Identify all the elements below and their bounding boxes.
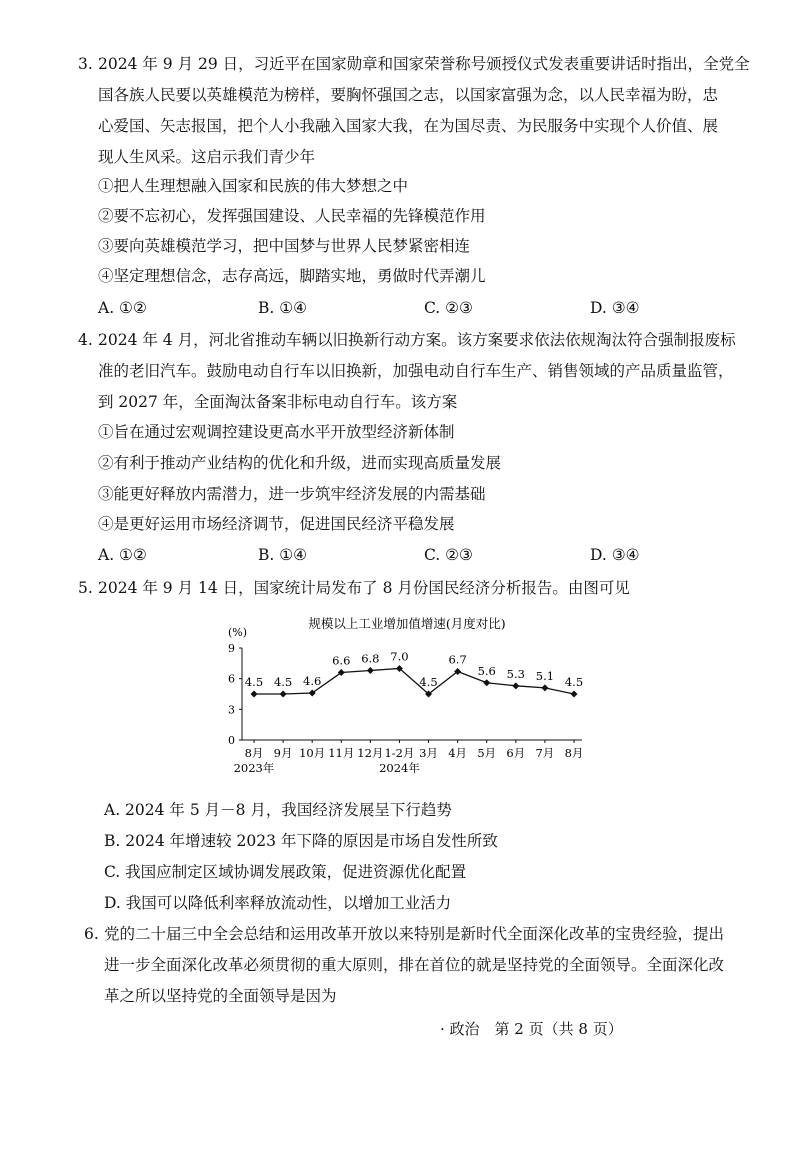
q4-item-3: ③能更好释放内需潜力，进一步筑牢经济发展的内需基础 — [98, 485, 486, 503]
q5-option-c: C. 我国应制定区域协调发展政策，促进资源优化配置 — [104, 863, 467, 881]
q4-option-b: B. ①④ — [258, 546, 308, 564]
x-tick-label: 10月 — [299, 746, 326, 760]
x-tick-label: 8月 — [244, 746, 264, 760]
q3-stem-line-2: 国各族人民要以英雄模范为榜样，要胸怀强国之志，以国家富强为念，以人民幸福为盼，忠 — [98, 86, 719, 104]
q3-stem-line-4: 现人生风采。这启示我们青少年 — [98, 148, 316, 166]
q4-item-1: ①旨在通过宏观调控建设更高水平开放型经济新体制 — [98, 423, 455, 441]
x-tick-label: 9月 — [273, 746, 293, 760]
q4-option-c: C. ②③ — [424, 546, 473, 564]
x-tick-label: 7月 — [535, 746, 555, 760]
data-label: 5.6 — [477, 663, 496, 678]
q5-number: 5. — [78, 579, 93, 597]
q6-number: 6. — [84, 925, 99, 943]
q3-number: 3. — [78, 55, 93, 73]
data-point — [512, 682, 519, 689]
q4-item-2: ②有利于推动产业结构的优化和升级，进而实现高质量发展 — [98, 454, 502, 472]
x-tick-label: 8月 — [564, 746, 584, 760]
q3-stem-line-1: 2024 年 9 月 29 日，习近平在国家勋章和国家荣誉称号颁授仪式发表重要讲话时指出，全党全 — [98, 55, 750, 73]
chart-y-unit: (%) — [228, 626, 248, 639]
data-point — [280, 691, 287, 698]
data-point — [571, 691, 578, 698]
chart-title: 规模以上工业增加值增速(月度对比) — [308, 616, 506, 631]
q4-stem-line-2: 准的老旧汽车。鼓励电动自行车以旧换新，加强电动自行车生产、销售领域的产品质量监管， — [98, 362, 734, 380]
q6-stem-line-3: 革之所以坚持党的全面领导是因为 — [104, 987, 337, 1005]
y-tick-label: 9 — [228, 642, 235, 655]
x-tick-label: 5月 — [477, 746, 497, 760]
q4-number: 4. — [78, 331, 93, 349]
q4-stem-line-1: 2024 年 4 月，河北省推动车辆以旧换新行动方案。该方案要求依法依规淘汰符合强制报废标 — [98, 331, 736, 349]
x-tick-label: 4月 — [448, 746, 468, 760]
q3-option-c: C. ②③ — [424, 299, 473, 317]
q6-stem-line-2: 进一步全面深化改革必须贯彻的重大原则，排在首位的就是坚持党的全面领导。全面深化改 — [104, 956, 725, 974]
line-chart — [220, 612, 590, 782]
q3-item-3: ③要向英雄模范学习，把中国梦与世界人民梦紧密相连 — [98, 237, 471, 255]
q6-stem-line-1: 党的二十届三中全会总结和运用改革开放以来特别是新时代全面深化改革的宝贵经验，提出 — [104, 925, 725, 943]
data-point — [251, 691, 258, 698]
page-footer: · 政治 第 2 页（共 8 页） — [440, 1020, 623, 1038]
data-label: 6.8 — [361, 651, 380, 666]
y-tick-label: 6 — [228, 672, 235, 686]
data-label: 6.7 — [448, 652, 467, 667]
year-label-2023: 2023年 — [233, 761, 275, 775]
x-tick-label: 3月 — [419, 746, 438, 760]
q3-item-1: ①把人生理想融入国家和民族的伟大梦想之中 — [98, 177, 409, 195]
q4-item-4: ④是更好运用市场经济调节，促进国民经济平稳发展 — [98, 515, 455, 533]
data-label: 4.5 — [564, 675, 584, 689]
data-point — [541, 684, 548, 691]
y-tick-label: 0 — [228, 734, 235, 747]
data-label: 4.5 — [244, 675, 264, 689]
q5-option-b: B. 2024 年增速较 2023 年下降的原因是市场自发性所致 — [104, 832, 498, 850]
q4-option-d: D. ③④ — [590, 546, 640, 564]
data-label: 4.5 — [273, 675, 293, 689]
x-tick-label: 1-2月 — [384, 746, 415, 760]
y-tick-label: 3 — [228, 703, 235, 717]
q5-stem: 2024 年 9 月 14 日，国家统计局发布了 8 月份国民经济分析报告。由图可见 — [98, 579, 630, 597]
data-label: 6.6 — [332, 653, 351, 668]
data-label: 4.6 — [303, 673, 322, 688]
data-label: 5.1 — [535, 668, 555, 683]
year-label-2024: 2024年 — [379, 761, 420, 775]
q3-option-d: D. ③④ — [590, 299, 640, 317]
q3-item-4: ④坚定理想信念，志存高远，脚踏实地，勇做时代弄潮儿 — [98, 267, 486, 285]
q4-option-a: A. ①② — [98, 546, 147, 564]
q5-option-a: A. 2024 年 5 月－8 月，我国经济发展呈下行趋势 — [104, 801, 452, 819]
x-tick-label: 11月 — [328, 746, 355, 760]
q3-stem-line-3: 心爱国、矢志报国，把个人小我融入国家大我，在为国尽责、为民服务中实现个人价值、展 — [98, 117, 719, 135]
x-tick-label: 6月 — [506, 746, 526, 760]
q3-item-2: ②要不忘初心，发挥强国建设、人民幸福的先锋模范作用 — [98, 207, 486, 225]
x-tick-label: 12月 — [357, 746, 384, 760]
series-line — [254, 668, 574, 694]
data-label: 4.5 — [419, 675, 438, 689]
q3-option-a: A. ①② — [98, 299, 147, 317]
data-point — [367, 667, 374, 674]
data-label: 5.3 — [506, 666, 525, 681]
data-label: 7.0 — [390, 649, 409, 664]
q3-option-b: B. ①④ — [258, 299, 308, 317]
q5-option-d: D. 我国可以降低利率释放流动性，以增加工业活力 — [104, 894, 452, 912]
q4-stem-line-3: 到 2027 年，全面淘汰备案非标电动自行车。该方案 — [98, 393, 458, 411]
data-point — [483, 679, 490, 686]
